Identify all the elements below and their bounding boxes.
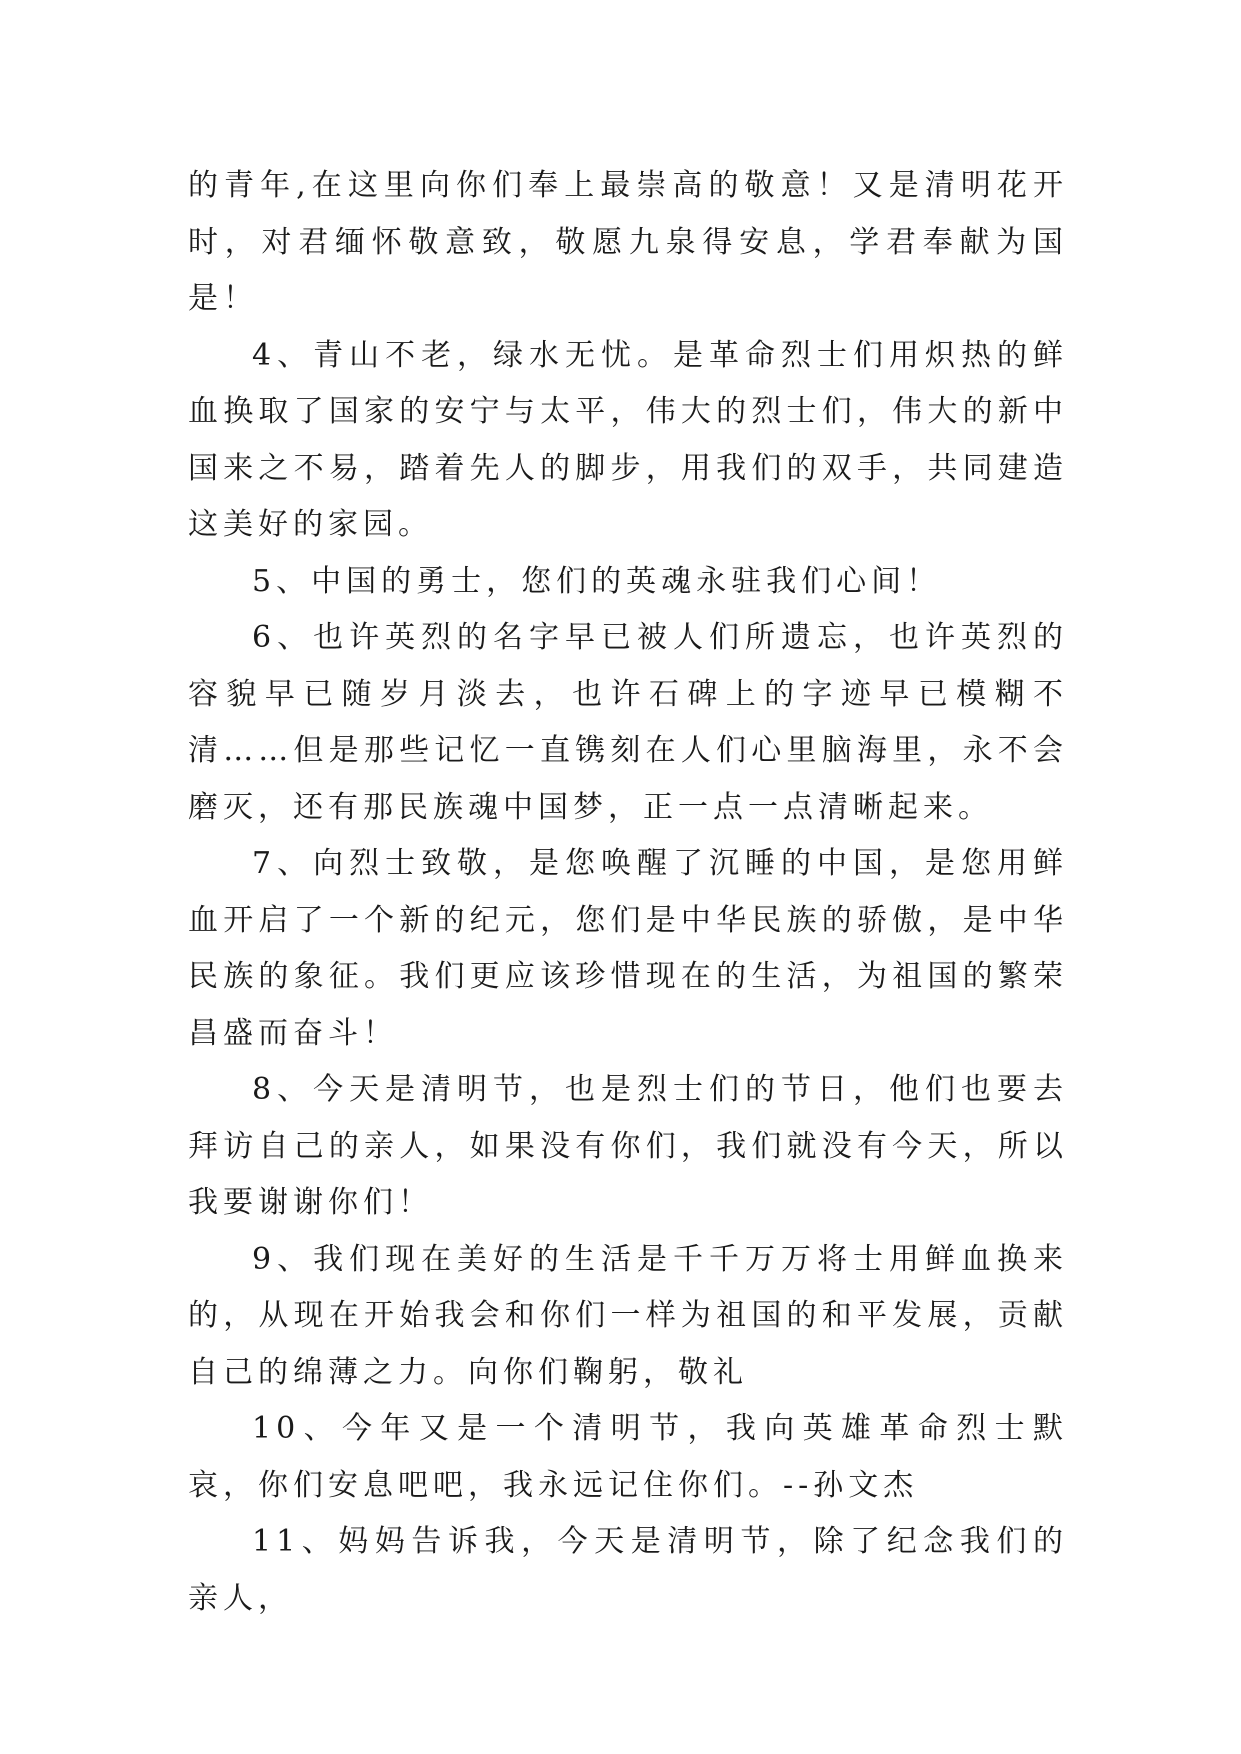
paragraph-item-5: 5、中国的勇士，您们的英魂永驻我们心间！ (252, 563, 942, 599)
paragraph-continuation: 的青年,在这里向你们奉上最崇高的敬意！又是清明花开时，对君缅怀敬意致，敬愿九泉得安息，学君奉献为国是！ (188, 168, 1068, 316)
paragraph-item-8: 8、今天是清明节，也是烈士们的节日，他们也要去拜访自己的亲人，如果没有你们，我们就没有今天，所以我要谢谢你们！ (188, 1072, 1068, 1220)
paragraph-item-9: 9、我们现在美好的生活是千千万万将士用鲜血换来的，从现在开始我会和你们一样为祖国的和平发展，贡献自己的绵薄之力。向你们鞠躬，敬礼 (188, 1241, 1068, 1390)
paragraph-item-10: 10、今年又是一个清明节，我向英雄革命烈士默哀，你们安息吧吧，我永远记住你们。--孙文杰 (188, 1411, 1068, 1503)
paragraph-item-4: 4、青山不老，绿水无忧。是革命烈士们用炽热的鲜血换取了国家的安宁与太平，伟大的烈士们，伟大的新中国来之不易，踏着先人的脚步，用我们的双手，共同建造这美好的家园。 (188, 337, 1068, 542)
paragraph-item-7: 7、向烈士致敬，是您唤醒了沉睡的中国，是您用鲜血开启了一个新的纪元，您们是中华民族的骄傲，是中华民族的象征。我们更应该珍惜现在的生活，为祖国的繁荣昌盛而奋斗！ (188, 846, 1068, 1051)
paragraph-item-6: 6、也许英烈的名字早已被人们所遗忘，也许英烈的容貌早已随岁月淡去，也许石碑上的字迹早已模糊不清……但是那些记忆一直镌刻在人们心里脑海里，永不会磨灭，还有那民族魂中国梦，正一点一点清晰起来。 (188, 620, 1068, 825)
document-body (188, 158, 1068, 1627)
paragraph-item-11: 11、妈妈告诉我，今天是清明节，除了纪念我们的亲人， (188, 1524, 1068, 1616)
